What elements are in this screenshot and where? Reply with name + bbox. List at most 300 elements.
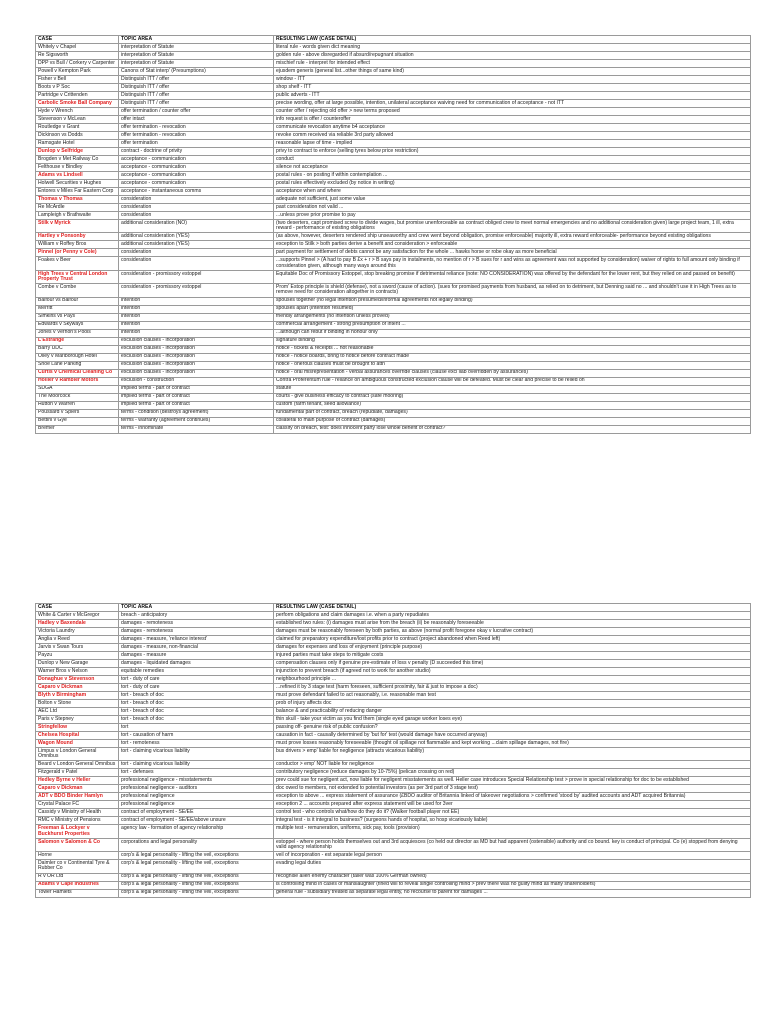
topic-area-cell: Distinguish ITT / offer [119, 92, 274, 100]
topic-area-cell: additional consideration (YES) [119, 241, 274, 249]
topic-area-cell: professional negligence [119, 801, 274, 809]
resulting-law-cell: communicate revocation anytime b4 acceptance [274, 124, 751, 132]
table-row [36, 76, 751, 84]
case-cell: Adams vs Lindsell [36, 172, 119, 180]
topic-area-cell: consideration - promissory estoppel [119, 270, 274, 283]
table-row [36, 204, 751, 212]
resulting-law-cell: multiple test - remuneration, uniforms, sick pay, tools (provision) [274, 825, 751, 838]
table-row [36, 628, 751, 636]
topic-area-cell: intention [119, 313, 274, 321]
table-row [36, 52, 751, 60]
case-cell: AEC Ltd [36, 708, 119, 716]
table-row [36, 769, 751, 777]
table-row [36, 692, 751, 700]
table-row [36, 817, 751, 825]
table-row [36, 417, 751, 425]
topic-area-cell: implied terms - part of contract [119, 393, 274, 401]
case-cell: Hutton v Warren [36, 401, 119, 409]
case-cell: Edwards v Skyways [36, 321, 119, 329]
topic-area-cell: corp's & legal personality - lifting the veil, exceptions [119, 852, 274, 860]
table-row [36, 188, 751, 196]
table-row [36, 164, 751, 172]
case-cell: Balfour vs Balfour [36, 297, 119, 305]
case-table-contract [35, 35, 751, 434]
table-row [36, 241, 751, 249]
resulting-law-cell: acceptance when and where [274, 188, 751, 196]
topic-area-cell: professional negligence [119, 793, 274, 801]
resulting-law-cell: classify on breach, test: does innocent party lose whole benefit of contract? [274, 425, 751, 433]
table-row [36, 644, 751, 652]
table-row [36, 889, 751, 897]
topic-area-cell: intention [119, 321, 274, 329]
case-cell: DPP vs Bull / Corkery v Carpenter [36, 60, 119, 68]
case-cell: Ramsgate Hotel [36, 140, 119, 148]
topic-area-cell: tort - duty of care [119, 684, 274, 692]
topic-area-cell: corp's & legal personality - lifting the veil, exceptions [119, 889, 274, 897]
case-cell: Brogden v Met Railway Co [36, 156, 119, 164]
case-cell: Daimler co v Continental Tyre & Rubber Co [36, 860, 119, 873]
table-row [36, 361, 751, 369]
table-row [36, 132, 751, 140]
header-law: RESULTING LAW (CASE DETAIL) [274, 36, 751, 44]
resulting-law-cell: commercial arrangement - strong presumption of intent ... [274, 321, 751, 329]
resulting-law-cell: postal rules effectively excluded (by notice in writing) [274, 180, 751, 188]
table-row [36, 620, 751, 628]
case-cell: Tower Hamlets [36, 889, 119, 897]
case-cell: Partridge v Crittenden [36, 92, 119, 100]
case-cell: Crystal Palace FC [36, 801, 119, 809]
table-row [36, 881, 751, 889]
table-row [36, 852, 751, 860]
topic-area-cell: tort - breach of doc [119, 700, 274, 708]
resulting-law-cell: revoke comm received via reliable 3rd party allowed [274, 132, 751, 140]
resulting-law-cell: privy to contract to enforce (selling tyres below price restriction) [274, 148, 751, 156]
resulting-law-cell: injured parties must take steps to mitigate costs [274, 652, 751, 660]
resulting-law-cell: literal rule - words given dict meaning [274, 44, 751, 52]
table-row [36, 700, 751, 708]
resulting-law-cell: conduct [274, 156, 751, 164]
case-cell: Warner Bros v Nelson [36, 668, 119, 676]
topic-area-cell: consideration [119, 204, 274, 212]
topic-area-cell: agency law - formation of agency relationship [119, 825, 274, 838]
case-cell: Cassidy v Ministry of Health [36, 809, 119, 817]
topic-area-cell: tort - remoteness [119, 740, 274, 748]
resulting-law-cell: public adverts - ITT [274, 92, 751, 100]
case-cell: Holwell Securities v Hughes [36, 180, 119, 188]
resulting-law-cell: must prove defendant failed to act reasonably, i.e. reasonable man test [274, 692, 751, 700]
resulting-law-cell: ...refined it by 3 stage test (harm foreseen, sufficient proximity, fair & just to impose a doc) [274, 684, 751, 692]
table-header-row [36, 604, 751, 612]
table-row [36, 116, 751, 124]
case-cell: Jones v Vernon's Pools [36, 329, 119, 337]
table-row [36, 684, 751, 692]
table-row [36, 140, 751, 148]
case-cell: Boots v P Soc [36, 84, 119, 92]
case-cell: Caparo v Dickman [36, 684, 119, 692]
case-cell: Caparo v Dickman [36, 785, 119, 793]
case-cell: Chelsea Hospital [36, 732, 119, 740]
topic-area-cell: tort - breach of doc [119, 708, 274, 716]
case-cell: Poussard v Spiers [36, 409, 119, 417]
resulting-law-cell: precise wording, offer at large possible, intention, unilateral acceptance waiving need for communication of acceptance - not ITT [274, 100, 751, 108]
case-cell: Barry UDC [36, 345, 119, 353]
resulting-law-cell: adequate not sufficient, just some value [274, 196, 751, 204]
topic-area-cell: interpretation of Statute [119, 44, 274, 52]
table-row [36, 393, 751, 401]
resulting-law-cell: notice - onerous clauses must be brought to attn [274, 361, 751, 369]
resulting-law-cell: Contra Proferentum rule - reliance on ambiguous constructed exclusion clause will be defeated. Must be clear and precise to be relied on [274, 377, 751, 385]
resulting-law-cell: general rule - subsidiary treated as separate legal entity, no recourse to parent for damages ... [274, 889, 751, 897]
resulting-law-cell: causation in fact - causally determined by 'but for' test (would damage have occurred anyway) [274, 732, 751, 740]
topic-area-cell: breach - anticipatory [119, 612, 274, 620]
table-row [36, 838, 751, 851]
table-row [36, 60, 751, 68]
resulting-law-cell: statute [274, 385, 751, 393]
resulting-law-cell: collateral to main purpose of contract (damages) [274, 417, 751, 425]
table-row [36, 716, 751, 724]
case-cell: Powell v Kempton Park [36, 68, 119, 76]
topic-area-cell: equitable remedies [119, 668, 274, 676]
header-topic: TOPIC AREA [119, 36, 274, 44]
topic-area-cell: damages - liquidated damages [119, 660, 274, 668]
case-cell: ADT v BDO Binder Hamlyn [36, 793, 119, 801]
resulting-law-cell: thin skull - take your victim as you find them (single eyed garage worker loses eye) [274, 716, 751, 724]
case-cell: Bettini v Gye [36, 417, 119, 425]
table-row [36, 284, 751, 297]
case-cell: Dunlop v New Garage [36, 660, 119, 668]
table-row [36, 668, 751, 676]
case-cell: Limpus v London General Omnibus [36, 748, 119, 761]
table-row [36, 873, 751, 881]
case-cell: William v Roffey Bros [36, 241, 119, 249]
resulting-law-cell: ejusdem generis (general list...other things of same kind) [274, 68, 751, 76]
table-row [36, 180, 751, 188]
case-cell: Re McArdle [36, 204, 119, 212]
resulting-law-cell: is controlling mind in cases of manslaughter (fined will to reveal single controlling mind > prev there was no guilty mind as many shareholders) [274, 881, 751, 889]
resulting-law-cell: exception to above ... express statement of assurance (£BDO auditor of Britannia linked of takeover negotiations > confirmed 'stood by' audited accounts and ADT acquired Britannia) [274, 793, 751, 801]
topic-area-cell: acceptance - communication [119, 156, 274, 164]
topic-area-cell: Canons of Stat interp' (Presumptions) [119, 68, 274, 76]
topic-area-cell: contract of employment - SE/EE [119, 809, 274, 817]
table-row [36, 108, 751, 116]
resulting-law-cell: evading legal duties [274, 860, 751, 873]
resulting-law-cell: counter offer / rejecting old offer > new terms proposed [274, 108, 751, 116]
topic-area-cell: offer termination - revocation [119, 124, 274, 132]
table-row [36, 748, 751, 761]
topic-area-cell: consideration [119, 196, 274, 204]
topic-area-cell: exclusion clauses - incorporation [119, 337, 274, 345]
resulting-law-cell: (as above, however, deserters rendered ship unseaworthy and crew went beyond obligation, promise enforceable) majority ill, extra reward enforceable- performance beyond existing obligations [274, 233, 751, 241]
case-cell: Bremer [36, 425, 119, 433]
case-cell: White & Carter v McGregor [36, 612, 119, 620]
resulting-law-cell: mischief rule - interpret for intended effect [274, 60, 751, 68]
resulting-law-cell: contributory negligence (reduce damages by 10-75%) (pelican crossing on red) [274, 769, 751, 777]
resulting-law-cell: prob of injury affects doc [274, 700, 751, 708]
topic-area-cell: intention [119, 305, 274, 313]
case-cell: Beard v London General Omnibus [36, 761, 119, 769]
topic-area-cell: exclusion clauses - incorporation [119, 345, 274, 353]
resulting-law-cell: exception to Stilk > both parties derive a benefit and consideration > enforceable [274, 241, 751, 249]
case-cell: Thomas v Thomas [36, 196, 119, 204]
header-topic: TOPIC AREA [119, 604, 274, 612]
resulting-law-cell: conductor > emp' NOT liable for negligence [274, 761, 751, 769]
topic-area-cell: corp's & legal personality - lifting the veil, exceptions [119, 860, 274, 873]
resulting-law-cell: friendly arrangements (no intention unless proved) [274, 313, 751, 321]
case-cell: Stevenson v McLean [36, 116, 119, 124]
case-cell: Routledge v Grant [36, 124, 119, 132]
resulting-law-cell: claimed for preparatory expenditure/lost profits prior to contract (project abandoned when Reed left) [274, 636, 751, 644]
topic-area-cell: Distinguish ITT / offer [119, 76, 274, 84]
table-row [36, 270, 751, 283]
case-cell: Merritt [36, 305, 119, 313]
case-cell: Donaghue v Stevenson [36, 676, 119, 684]
table-row [36, 801, 751, 809]
topic-area-cell: corp's & legal personality - lifting the veil, exceptions [119, 873, 274, 881]
table-row [36, 220, 751, 233]
case-cell: Shoe Lane Parking [36, 361, 119, 369]
resulting-law-cell: control test - who controls what/how do they do it? (Walker football player not EE) [274, 809, 751, 817]
case-cell: Stilk v Myrick [36, 220, 119, 233]
table-row [36, 809, 751, 817]
case-table-tort-company [35, 603, 751, 898]
case-cell: Combe v Combe [36, 284, 119, 297]
case-cell: Curtis v Chemical Cleaning Co [36, 369, 119, 377]
case-cell: Salomon v Salomon & Co [36, 838, 119, 851]
topic-area-cell: tort - breach of doc [119, 716, 274, 724]
topic-area-cell: acceptance - communication [119, 180, 274, 188]
case-cell: Foakes v Beer [36, 257, 119, 270]
case-cell: Blyth v Birmingham [36, 692, 119, 700]
table-row [36, 612, 751, 620]
case-cell: R v OR Ltd [36, 873, 119, 881]
topic-area-cell: tort - breach of doc [119, 692, 274, 700]
resulting-law-cell: part payment for settlement of debts cannot be any satisfaction for the whole ... hawks horse or robe okay as more beneficial [274, 249, 751, 257]
case-cell: Wagon Mound [36, 740, 119, 748]
topic-area-cell: Distinguish ITT / offer [119, 100, 274, 108]
table-row [36, 337, 751, 345]
resulting-law-cell: info request is offer / counteroffer [274, 116, 751, 124]
case-cell: Entores v Miles Far Eastern Corp [36, 188, 119, 196]
topic-area-cell: damages - measure [119, 652, 274, 660]
topic-area-cell: corporations and legal personality [119, 838, 274, 851]
table-row [36, 401, 751, 409]
topic-area-cell: acceptance - communication [119, 164, 274, 172]
resulting-law-cell: postal rules - on posting if within contemplation ... [274, 172, 751, 180]
resulting-law-cell: veil of incorporation - est separate legal person [274, 852, 751, 860]
topic-area-cell: acceptance - instantaneous comms [119, 188, 274, 196]
case-cell: Paris v Stepney [36, 716, 119, 724]
topic-area-cell: terms - innominate [119, 425, 274, 433]
table-row [36, 233, 751, 241]
table-row [36, 793, 751, 801]
table-row [36, 708, 751, 716]
resulting-law-cell: compensation clauses only if genuine pre-estimate of loss v penalty (D succeeded this time) [274, 660, 751, 668]
resulting-law-cell: notice - notice boards, bring to notice before contract made [274, 353, 751, 361]
topic-area-cell: consideration [119, 249, 274, 257]
table-row [36, 636, 751, 644]
table-row [36, 732, 751, 740]
resulting-law-cell: notice - oral misrepresentation - verbal assurances override clauses (clause excl liab overridden by assurances) [274, 369, 751, 377]
topic-area-cell: terms - warranty (agreement continues) [119, 417, 274, 425]
topic-area-cell: tort - claiming vicarious liability [119, 761, 274, 769]
resulting-law-cell: courts - give business efficacy to contract (safe mooring) [274, 393, 751, 401]
topic-area-cell: offer termination / counter offer [119, 108, 274, 116]
resulting-law-cell: bus drivers > emp' liable for negligence (attracts vicarious liability) [274, 748, 751, 761]
table-row [36, 377, 751, 385]
case-cell: L'Estrange [36, 337, 119, 345]
resulting-law-cell: prev could sue for negligent act, now liable for negligent misstatements as well. Heller case introduces Special Relationship test > prove in special relationship for doc to be established [274, 777, 751, 785]
case-cell: Felthouse v Bindley [36, 164, 119, 172]
table-row [36, 676, 751, 684]
case-cell: Fisher v Bell [36, 76, 119, 84]
table-row [36, 313, 751, 321]
resulting-law-cell: estoppel - where person holds themselves out and 3rd acquiesces (co held out director as MD but had apparent (ostensible) authority and co bound. key is conduct of principal. Co (e) stopped from denying valid agency relationship [274, 838, 751, 851]
table-row [36, 100, 751, 108]
resulting-law-cell: damages for expenses and loss of enjoyment (principle purpose) [274, 644, 751, 652]
resulting-law-cell: ...although can rebut if binding in honour only [274, 329, 751, 337]
case-cell: Anglia v Reed [36, 636, 119, 644]
topic-area-cell: contract of employment - SE/EE/above unsure [119, 817, 274, 825]
case-cell: Pinnel (or Penny v Cole) [36, 249, 119, 257]
topic-area-cell: acceptance - communication [119, 172, 274, 180]
table-row [36, 409, 751, 417]
topic-area-cell: consideration [119, 257, 274, 270]
topic-area-cell: tort - claiming vicarious liability [119, 748, 274, 761]
table-row [36, 329, 751, 337]
resulting-law-cell: past consideration not valid ... [274, 204, 751, 212]
topic-area-cell: contract - doctrine of privity [119, 148, 274, 156]
topic-area-cell: Distinguish ITT / offer [119, 84, 274, 92]
table-row [36, 305, 751, 313]
topic-area-cell: additional consideration (NO) [119, 220, 274, 233]
topic-area-cell: interpretation of Statute [119, 60, 274, 68]
table-row [36, 124, 751, 132]
resulting-law-cell: reasonable lapse of time - implied [274, 140, 751, 148]
table-row [36, 172, 751, 180]
resulting-law-cell: must prove losses reasonably foreseeable (thought oil spillage not flammable and kept working ...claim spillage damages, not fire) [274, 740, 751, 748]
resulting-law-cell: shop shelf - ITT [274, 84, 751, 92]
case-cell: Hadley v Baxendale [36, 620, 119, 628]
case-cell: Bolton v Stone [36, 700, 119, 708]
topic-area-cell: terms - condition (destroys agreement) [119, 409, 274, 417]
table-row [36, 777, 751, 785]
table-row [36, 68, 751, 76]
case-cell: Olley v Marlborough Hotel [36, 353, 119, 361]
topic-area-cell: corp's & legal personality - lifting the veil, exceptions [119, 881, 274, 889]
case-cell: Simkins vs Pays [36, 313, 119, 321]
table-row [36, 740, 751, 748]
resulting-law-cell: silence not acceptance [274, 164, 751, 172]
table-row [36, 156, 751, 164]
topic-area-cell: implied terms - part of contract [119, 385, 274, 393]
resulting-law-cell: ...unless prove prior promise to pay [274, 212, 751, 220]
case-cell: SDGA [36, 385, 119, 393]
table-row [36, 148, 751, 156]
table-header-row [36, 36, 751, 44]
topic-area-cell: damages - remoteness [119, 628, 274, 636]
resulting-law-cell: fundamental part of contract, breach (repudiate, damages) [274, 409, 751, 417]
table-row [36, 369, 751, 377]
case-cell: High Trees v Central London Property Trust [36, 270, 119, 283]
resulting-law-cell: Equitable Doc of Promissory Estoppel, stop breaking promise if detrimental reliance (note: NO CONSIDERATION) was offered by the defendant for the lower rent, but they relied on and passed on benefit) [274, 270, 751, 283]
topic-area-cell: exclusion clauses - incorporation [119, 361, 274, 369]
table-row [36, 249, 751, 257]
case-cell: RMC v Ministry of Pensions [36, 817, 119, 825]
topic-area-cell: consideration - promissory estoppel [119, 284, 274, 297]
case-cell: Hyde v Wrench [36, 108, 119, 116]
topic-area-cell: exclusion - construction [119, 377, 274, 385]
resulting-law-cell: exception 2 ... accounts prepared after express statement will be used for 3ver [274, 801, 751, 809]
header-law: RESULTING LAW (CASE DETAIL) [274, 604, 751, 612]
table-row [36, 321, 751, 329]
topic-area-cell: damages - measure, 'reliance interest' [119, 636, 274, 644]
table-row [36, 385, 751, 393]
resulting-law-cell: perform obligations and claim damages i.e. when a party repudiates [274, 612, 751, 620]
topic-area-cell: tort - causation of harm [119, 732, 274, 740]
resulting-law-cell: notice - tickets & receipts ... not reasonable [274, 345, 751, 353]
case-cell: Horne [36, 852, 119, 860]
topic-area-cell: intention [119, 297, 274, 305]
case-cell: Hartley v Ponsonby [36, 233, 119, 241]
topic-area-cell: consideration [119, 212, 274, 220]
topic-area-cell: exclusion clauses - incorporation [119, 353, 274, 361]
resulting-law-cell: established two rules: (i) damages must arise from the breach (ii) be reasonably foreseeable [274, 620, 751, 628]
resulting-law-cell: doc owed to members, not extended to potential investors (as per 3rd part of 3 stage test) [274, 785, 751, 793]
table-row [36, 44, 751, 52]
case-cell: Carbolic Smoke Ball Company [36, 100, 119, 108]
topic-area-cell: offer termination - revocation [119, 132, 274, 140]
resulting-law-cell: passing off- genuine risk of public confusion? [274, 724, 751, 732]
resulting-law-cell: injunction to prevent breach (if agreed not to work for another studio) [274, 668, 751, 676]
table-row [36, 92, 751, 100]
topic-area-cell: professional negligence - auditors [119, 785, 274, 793]
case-cell: Victoria Laundry [36, 628, 119, 636]
topic-area-cell: tort - defenses [119, 769, 274, 777]
resulting-law-cell: spouses together (no legal intention presumed/informal agreements not legally binding) [274, 297, 751, 305]
case-cell: Lampleigh v Brathwaite [36, 212, 119, 220]
resulting-law-cell: balance & and practicability of reducing danger [274, 708, 751, 716]
topic-area-cell: professional negligence - misstatements [119, 777, 274, 785]
table-row [36, 724, 751, 732]
resulting-law-cell: custom (farm tenant, seed allowance) [274, 401, 751, 409]
case-cell: Stringfellow [36, 724, 119, 732]
table-row [36, 860, 751, 873]
table-row [36, 196, 751, 204]
resulting-law-cell: recognise alien enemy character (tailer was 100% German owned) [274, 873, 751, 881]
topic-area-cell: damages - measure, non-financial [119, 644, 274, 652]
topic-area-cell: offer termination [119, 140, 274, 148]
case-cell: Adams v Cape Industries [36, 881, 119, 889]
case-cell: Re Sigsworth [36, 52, 119, 60]
table-row [36, 297, 751, 305]
topic-area-cell: interpretation of Statute [119, 52, 274, 60]
table-row [36, 652, 751, 660]
resulting-law-cell: (two deserters, capt promised screw to divide wages, but promise unenforceable as contract obliged crew to meet normal emergencies and no additional consideration given) large project team, 1 ill, extra reward - performance of existing obligations [274, 220, 751, 233]
case-cell: Jarvis v Swan Tours [36, 644, 119, 652]
resulting-law-cell: ...supports Pinnel > (A had to pay B £x + r > B says pay in instalments, no mention of r > B sues for r and wins as agreement was not supported by consideration) waiver of rights to full amount only binding if consideration given, although many ways around this [274, 257, 751, 270]
resulting-law-cell: neighbourhood principle ... [274, 676, 751, 684]
resulting-law-cell: Prom' Estop principle is shield (defense), not a sword (cause of action). (sues for promised payments from husband, as relied on to detriment, but Denning said no ... and shouldn't use it in High Trees as to remove need for consideration altogether in contracts) [274, 284, 751, 297]
topic-area-cell: offer intact [119, 116, 274, 124]
case-cell: Fitzgerald v Patel [36, 769, 119, 777]
case-cell: Whitely v Chapel [36, 44, 119, 52]
resulting-law-cell: integral test - is it integral to business? (surgeons hands of hospital, so hosp vicariously liable) [274, 817, 751, 825]
case-cell: Freeman & Lockyer v Buckhurst Properties [36, 825, 119, 838]
case-cell: The Moorcock [36, 393, 119, 401]
header-case: CASE [36, 36, 119, 44]
case-cell: Hedley Byrne v Heller [36, 777, 119, 785]
table-row [36, 212, 751, 220]
